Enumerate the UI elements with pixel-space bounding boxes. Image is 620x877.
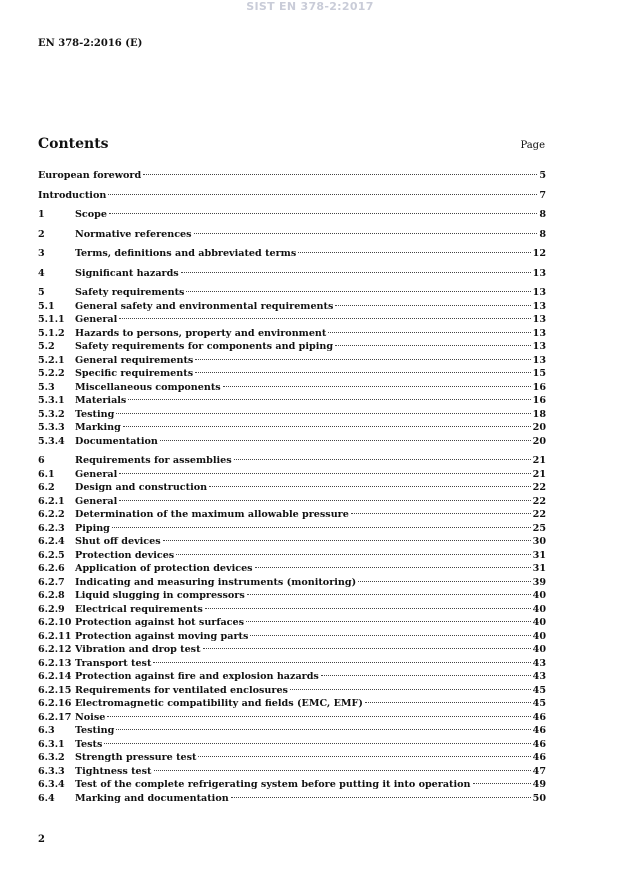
toc-entry-page: 40 (532, 617, 546, 628)
toc-entry-number: 4 (38, 267, 45, 279)
toc-dot-leader (116, 413, 530, 414)
toc-entry-number: 6.2.15 (38, 684, 72, 696)
toc-entry-page: 50 (532, 792, 546, 804)
toc-entry-page: 7 (539, 189, 546, 201)
toc-entry-page: 21 (532, 455, 546, 466)
toc-entry[interactable] (38, 603, 546, 617)
toc-entry[interactable] (38, 724, 546, 738)
toc-entry-title: Significant hazards (75, 267, 179, 279)
toc-dot-leader (328, 332, 530, 333)
toc-entry-title: General requirements (75, 354, 194, 366)
toc-entry-number: 6.3.4 (38, 779, 65, 790)
toc-entry[interactable] (38, 697, 546, 711)
toc-entry-title: Materials (75, 395, 127, 406)
toc-entry-number: 6.2.7 (38, 576, 65, 588)
toc-entry-number: 6.2.10 (38, 617, 72, 628)
toc-entry-page: 13 (532, 327, 546, 339)
toc-entry-number: 5.1.2 (38, 327, 65, 339)
toc-entry-title: Tightness test (75, 765, 152, 777)
toc-entry-title: Piping (75, 522, 110, 534)
toc-entry-number: 5.3.4 (38, 435, 65, 447)
toc-dot-leader (109, 213, 537, 214)
toc-dot-leader (176, 554, 530, 555)
toc-dot-leader (209, 486, 531, 487)
toc-entry-page: 20 (532, 422, 546, 433)
toc-entry-page: 18 (532, 408, 546, 420)
toc-entry[interactable] (38, 189, 546, 203)
toc-entry[interactable] (38, 630, 546, 644)
toc-entry-page: 20 (532, 435, 546, 447)
toc-entry-title: Testing (75, 408, 115, 420)
toc-entry[interactable] (38, 765, 546, 779)
toc-entry-title: Normative references (75, 228, 192, 240)
toc-dot-leader (154, 770, 531, 771)
toc-dot-leader (119, 500, 530, 501)
toc-entry-title: Marking and documentation (75, 792, 229, 804)
toc-entry-page: 39 (532, 576, 546, 588)
toc-dot-leader (186, 291, 530, 292)
toc-entry-title: General (75, 314, 118, 325)
toc-entry-number: 6.3.1 (38, 738, 65, 750)
toc-entry-page: 40 (532, 590, 546, 601)
toc-entry-number: 6.2.4 (38, 536, 65, 547)
toc-dot-leader (335, 305, 530, 306)
toc-entry-title: Marking (75, 422, 121, 433)
toc-entry-number: 5 (38, 287, 45, 298)
toc-entry[interactable] (38, 267, 546, 281)
toc-dot-leader (160, 440, 531, 441)
toc-entry-page: 13 (532, 354, 546, 366)
toc-entry[interactable] (38, 208, 546, 222)
toc-dot-leader (195, 359, 530, 360)
toc-entry-title: Introduction (38, 189, 107, 201)
toc-entry-page: 12 (532, 248, 546, 259)
page-column-label: Page (520, 140, 545, 151)
toc-dot-leader (321, 675, 531, 676)
toc-entry-title: Protection against moving parts (75, 630, 249, 642)
toc-entry-page: 22 (532, 482, 546, 493)
toc-entry-number: 2 (38, 228, 45, 240)
toc-entry[interactable] (38, 367, 546, 381)
toc-entry[interactable] (38, 657, 546, 671)
toc-entry-number: 6.2.1 (38, 495, 65, 507)
toc-entry-title: Indicating and measuring instruments (monitoring) (75, 576, 357, 588)
toc-entry-number: 5.3.3 (38, 422, 65, 433)
toc-entry-page: 40 (532, 603, 546, 615)
toc-entry-number: 5.3.2 (38, 408, 65, 420)
toc-entry-title: Electromagnetic compatibility and fields (EMC, EMF) (75, 698, 363, 709)
toc-entry-title: Requirements for ventilated enclosures (75, 684, 288, 696)
toc-entry-title: Noise (75, 711, 106, 723)
toc-entry-page: 45 (532, 684, 546, 696)
toc-entry-page: 46 (532, 738, 546, 750)
toc-entry[interactable] (38, 435, 546, 449)
toc-entry-number: 6 (38, 455, 45, 466)
toc-entry[interactable] (38, 535, 546, 549)
toc-entry[interactable] (38, 421, 546, 435)
contents-title: Contents (38, 136, 109, 152)
toc-entry[interactable] (38, 247, 546, 261)
toc-entry-page: 30 (532, 536, 546, 547)
toc-entry-number: 6.2.13 (38, 657, 72, 669)
toc-entry[interactable] (38, 711, 546, 725)
toc-entry-number: 6.2.17 (38, 711, 72, 723)
toc-entry-page: 25 (532, 522, 546, 534)
toc-entry-title: General (75, 495, 118, 507)
toc-entry-title: Documentation (75, 435, 158, 447)
toc-entry-title: General (75, 468, 118, 480)
toc-entry-title: Requirements for assemblies (75, 455, 232, 466)
toc-entry-number: 6.2.2 (38, 509, 65, 520)
toc-entry[interactable] (38, 751, 546, 765)
toc-dot-leader (298, 252, 530, 253)
toc-entry[interactable] (38, 549, 546, 563)
toc-entry-title: Application of protection devices (75, 563, 253, 574)
toc-entry[interactable] (38, 522, 546, 536)
toc-entry-page: 13 (532, 341, 546, 352)
toc-entry-page: 21 (532, 468, 546, 480)
toc-entry-number: 5.1 (38, 300, 55, 312)
toc-entry-number: 5.3.1 (38, 395, 65, 406)
toc-dot-leader (205, 608, 531, 609)
toc-entry-title: Miscellaneous components (75, 381, 221, 393)
toc-entry-title: Protection against fire and explosion hazards (75, 671, 319, 682)
toc-dot-leader (195, 372, 531, 373)
toc-entry-number: 6.1 (38, 468, 55, 480)
toc-entry[interactable] (38, 381, 546, 395)
toc-dot-leader (107, 716, 530, 717)
toc-entry-page: 13 (532, 300, 546, 312)
toc-entry-title: Determination of the maximum allowable pressure (75, 509, 349, 520)
toc-entry-number: 6.2.9 (38, 603, 65, 615)
toc-entry-title: Hazards to persons, property and environment (75, 327, 327, 339)
toc-entry[interactable] (38, 508, 546, 522)
toc-entry-number: 5.1.1 (38, 314, 65, 325)
toc-entry-page: 40 (532, 630, 546, 642)
toc-entry-page: 13 (532, 287, 546, 298)
toc-dot-leader (255, 567, 531, 568)
toc-dot-leader (290, 689, 531, 690)
toc-dot-leader (234, 459, 531, 460)
toc-entry-title: Scope (75, 209, 107, 220)
toc-dot-leader (143, 174, 537, 175)
toc-dot-leader (104, 743, 530, 744)
toc-entry[interactable] (38, 576, 546, 590)
toc-entry-page: 13 (532, 267, 546, 279)
toc-entry-title: Electrical requirements (75, 603, 203, 615)
toc-entry[interactable] (38, 394, 546, 408)
toc-entry-title: Test of the complete refrigerating system before putting it into operation (75, 779, 471, 790)
table-of-contents (38, 169, 546, 805)
toc-entry-title: Strength pressure test (75, 752, 197, 763)
toc-entry-title: Tests (75, 738, 103, 750)
toc-entry-number: 6.4 (38, 792, 55, 804)
toc-entry-number: 6.3.2 (38, 752, 65, 763)
toc-entry-number: 1 (38, 209, 45, 220)
toc-entry-number: 6.2.16 (38, 698, 72, 709)
toc-entry-page: 31 (532, 563, 546, 574)
toc-dot-leader (194, 233, 538, 234)
toc-entry-title: Transport test (75, 657, 152, 669)
toc-dot-leader (203, 648, 531, 649)
toc-entry-number: 6.2.12 (38, 644, 72, 655)
toc-entry-number: 6.2 (38, 482, 55, 493)
document-id: EN 378-2:2016 (E) (38, 38, 143, 49)
toc-dot-leader (119, 318, 530, 319)
toc-entry[interactable] (38, 286, 546, 300)
toc-entry-page: 5 (539, 170, 546, 181)
toc-entry-number: 6.2.8 (38, 590, 65, 601)
toc-entry[interactable] (38, 495, 546, 509)
toc-entry-page: 16 (532, 395, 546, 406)
toc-entry[interactable] (38, 481, 546, 495)
toc-entry-page: 8 (539, 209, 546, 220)
toc-entry[interactable] (38, 589, 546, 603)
toc-entry-title: General safety and environmental requirements (75, 300, 334, 312)
toc-entry-number: 6.2.11 (38, 630, 72, 642)
toc-entry[interactable] (38, 228, 546, 242)
toc-entry-title: Protection against hot surfaces (75, 617, 245, 628)
toc-dot-leader (119, 473, 530, 474)
toc-entry-page: 49 (532, 779, 546, 790)
toc-entry-page: 46 (532, 752, 546, 763)
toc-entry-number: 5.2.2 (38, 368, 65, 379)
toc-entry[interactable] (38, 169, 546, 183)
toc-entry[interactable] (38, 792, 546, 806)
toc-dot-leader (250, 635, 530, 636)
toc-entry-page: 47 (532, 765, 546, 777)
toc-entry-number: 6.2.6 (38, 563, 65, 574)
toc-entry-page: 15 (532, 368, 546, 379)
toc-dot-leader (358, 581, 531, 582)
toc-entry-page: 43 (532, 671, 546, 682)
toc-dot-leader (351, 513, 531, 514)
toc-entry-title: Testing (75, 725, 115, 736)
toc-entry-number: 5.3 (38, 381, 55, 393)
toc-entry-title: Safety requirements (75, 287, 185, 298)
toc-entry-page: 40 (532, 644, 546, 655)
toc-entry[interactable] (38, 354, 546, 368)
toc-entry-title: Protection devices (75, 549, 175, 561)
toc-entry-page: 8 (539, 228, 546, 240)
toc-entry-number: 6.2.14 (38, 671, 72, 682)
toc-entry-page: 46 (532, 725, 546, 736)
toc-entry-page: 22 (532, 509, 546, 520)
toc-entry[interactable] (38, 643, 546, 657)
toc-entry-page: 13 (532, 314, 546, 325)
toc-entry-title: Specific requirements (75, 368, 194, 379)
toc-entry-number: 5.2 (38, 341, 55, 352)
toc-entry[interactable] (38, 562, 546, 576)
toc-dot-leader (231, 797, 531, 798)
toc-dot-leader (116, 729, 530, 730)
toc-dot-leader (223, 386, 531, 387)
toc-dot-leader (335, 345, 531, 346)
toc-entry-number: 6.3 (38, 725, 55, 736)
toc-entry-title: Safety requirements for components and piping (75, 341, 334, 352)
toc-dot-leader (473, 783, 531, 784)
toc-entry-page: 16 (532, 381, 546, 393)
toc-entry[interactable] (38, 468, 546, 482)
toc-dot-leader (108, 194, 537, 195)
toc-entry-number: 6.2.5 (38, 549, 65, 561)
toc-entry-page: 46 (532, 711, 546, 723)
toc-entry[interactable] (38, 778, 546, 792)
footer-page-number: 2 (38, 834, 45, 845)
toc-dot-leader (163, 540, 531, 541)
toc-entry[interactable] (38, 616, 546, 630)
toc-entry[interactable] (38, 408, 546, 422)
toc-entry[interactable] (38, 738, 546, 752)
toc-entry[interactable] (38, 684, 546, 698)
toc-entry-title: European foreword (38, 170, 142, 181)
toc-dot-leader (123, 426, 531, 427)
toc-entry-title: Liquid slugging in compressors (75, 590, 245, 601)
toc-entry-page: 22 (532, 495, 546, 507)
toc-entry-title: Design and construction (75, 482, 208, 493)
toc-dot-leader (153, 662, 530, 663)
watermark: SIST EN 378-2:2017 (246, 0, 374, 13)
toc-entry-page: 43 (532, 657, 546, 669)
toc-dot-leader (112, 527, 531, 528)
toc-entry[interactable] (38, 340, 546, 354)
toc-entry-title: Shut off devices (75, 536, 161, 547)
toc-entry[interactable] (38, 670, 546, 684)
toc-entry[interactable] (38, 327, 546, 341)
toc-dot-leader (198, 756, 530, 757)
toc-entry-number: 5.2.1 (38, 354, 65, 366)
toc-entry-number: 6.2.3 (38, 522, 65, 534)
toc-entry[interactable] (38, 300, 546, 314)
toc-entry-page: 45 (532, 698, 546, 709)
toc-entry[interactable] (38, 454, 546, 468)
toc-entry-title: Vibration and drop test (75, 644, 201, 655)
toc-entry-number: 3 (38, 248, 45, 259)
toc-entry-number: 6.3.3 (38, 765, 65, 777)
toc-dot-leader (128, 399, 530, 400)
toc-dot-leader (246, 621, 531, 622)
toc-entry-title: Terms, definitions and abbreviated terms (75, 248, 297, 259)
toc-entry[interactable] (38, 313, 546, 327)
toc-dot-leader (181, 272, 531, 273)
toc-entry-page: 31 (532, 549, 546, 561)
toc-dot-leader (247, 594, 531, 595)
toc-dot-leader (365, 702, 531, 703)
